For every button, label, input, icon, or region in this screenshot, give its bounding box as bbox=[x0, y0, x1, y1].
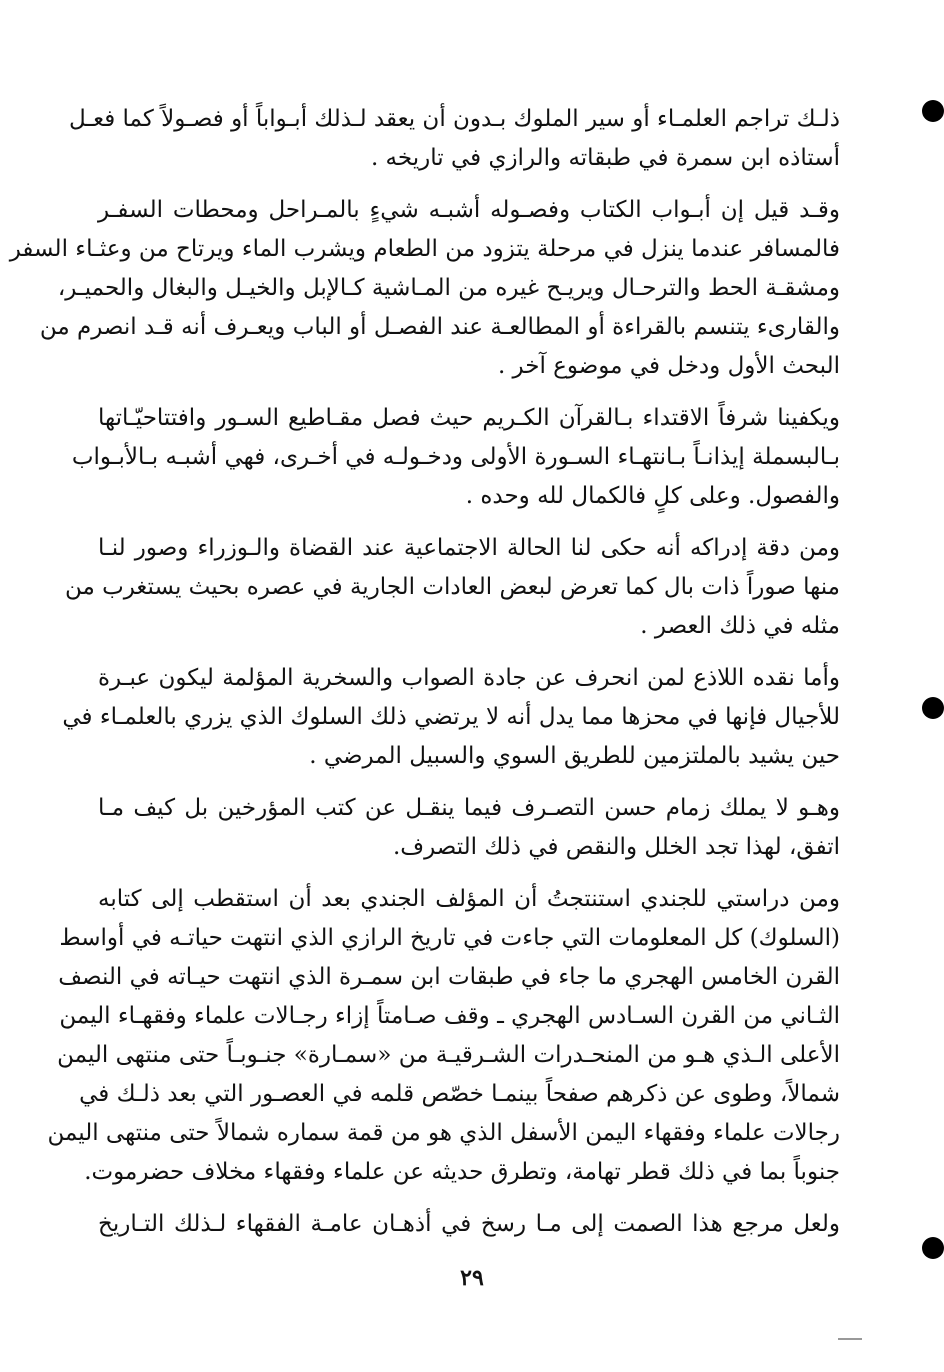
text-line: منها صوراً ذات بال كما تعرض لبعض العادات الجارية في عصره بحيث يستغرب من bbox=[64, 574, 840, 600]
text-line: القرن الخامس الهجري ما جاء في طبقات ابن سمـرة الذي انتهت حيـاته في النصف bbox=[58, 964, 840, 990]
text-line: (السلوك) كل المعلومات التي جاءت في تاريخ الرازي الذي انتهت حياتـه في أواسط bbox=[59, 925, 840, 951]
text-line: وأما نقده اللاذع لمن انحرف عن جادة الصواب والسخرية المؤلمة ليكون عبـرة bbox=[98, 665, 840, 691]
text-line: الثـاني من القرن السـادس الهجري ـ وقف صـامتاً إزاء رجـالات علماء وفقهـاء اليمن bbox=[59, 1003, 840, 1029]
paragraph bbox=[98, 1205, 840, 1244]
text-line: ذلـك تراجم العلمـاء أو سير الملوك بـدون أن يعقد لـذلك أبـواباً أو فصـولاً كما فعـل bbox=[68, 106, 840, 132]
text-line: للأجيال فإنها في محزها مما يدل أنه لا يرتضي ذلك السلوك الذي يزري بالعلمـاء في bbox=[62, 704, 840, 730]
paragraph bbox=[71, 399, 840, 516]
text-line: أستاذه ابن سمرة في طبقاته والرازي في تاريخه . bbox=[370, 145, 840, 171]
text-line: بـالبسملة إيذانـاً بـانتهـاء السـورة الأولى ودخـولـه في أخـرى، فهي أشبـه بـالأبـواب bbox=[71, 444, 840, 470]
text-line: فالمسافر عندما ينزل في مرحلة يتزود من الطعام ويشرب الماء ويرتاح من وعثـاء السفر bbox=[9, 236, 840, 262]
text-line: ولعل مرجع هذا الصمت إلى مـا رسخ في أذهـان عامـة الفقهاء لـذلك التـاريخ bbox=[98, 1211, 840, 1237]
text-line: حين يشيد بالملتزمين للطريق السوي والسبيل المرضي . bbox=[309, 743, 840, 769]
text-line: البحث الأول ودخل في موضوع آخر . bbox=[497, 353, 840, 379]
text-line: الأعلى الـذي هـو من المنحـدرات الشـرقيـة من «سمـارة» جنـوبـاً حتى منتهى اليمن bbox=[57, 1042, 840, 1068]
text-line: وهـو لا يملك زمام حسن التصـرف فيما ينقـل عن كتب المؤرخين بل كيف مـا bbox=[98, 795, 840, 821]
text-line: اتفق، لهذا تجد الخلل والنقص في ذلك التصرف. bbox=[392, 834, 840, 860]
page-body bbox=[9, 100, 840, 1257]
page-number: ٢٩ bbox=[460, 1265, 484, 1291]
text-line: ومشقـة الحط والترحـال ويريـح غيره من المـاشية كـالإبل والخيـل والبغال والحميـر، bbox=[57, 275, 840, 301]
paragraph bbox=[68, 100, 840, 178]
binder-hole-bottom bbox=[922, 1237, 944, 1259]
binder-hole-top bbox=[922, 100, 944, 122]
paragraph bbox=[9, 191, 840, 386]
text-line: ومن دراستي للجندي استنتجتُ أن المؤلف الجندي بعد أن استقطب إلى كتابه bbox=[98, 886, 840, 912]
text-line: رجالات علماء وفقهاء اليمن الأسفل الذي هو من قمة سماره شمالاً حتى منتهى اليمن bbox=[47, 1120, 840, 1146]
paragraph bbox=[98, 789, 840, 867]
text-line: ويكفينا شرفاً الاقتداء بـالقرآن الكـريم حيث فصل مقـاطيع السـور وافتتاحيّـاتها bbox=[98, 405, 840, 431]
binder-hole-middle bbox=[922, 697, 944, 719]
paragraph bbox=[62, 659, 840, 776]
text-line: وقـد قيل إن أبـواب الكتاب وفصـوله أشبـه شيءٍ بالمـراحل ومحطات السفـر bbox=[98, 197, 840, 223]
scan-mark bbox=[838, 1338, 862, 1340]
text-line: والفصول. وعلى كلٍ فالكمال لله وحده . bbox=[465, 483, 840, 509]
text-line: شمالاً، وطوى عن ذكرهم صفحاً بينمـا خصّص قلمه في العصـور التي بعد ذلـك في bbox=[79, 1081, 840, 1107]
text-line: جنوباً بما في ذلك قطر تهامة، وتطرق حديثه عن علماء وفقهاء مخلاف حضرموت. bbox=[84, 1159, 840, 1185]
paragraph bbox=[64, 529, 840, 646]
paragraph bbox=[47, 880, 840, 1192]
text-line: والقارىء يتنسم بالقراءة أو المطالعـة عند الفصـل أو الباب ويعـرف أنه قـد انصرم من bbox=[39, 314, 840, 340]
text-line: ومن دقة إدراكه أنه حكى لنا الحالة الاجتماعية عند القضاة والـوزراء وصور لنـا bbox=[98, 535, 840, 561]
text-line: مثله في ذلك العصر . bbox=[640, 613, 840, 639]
